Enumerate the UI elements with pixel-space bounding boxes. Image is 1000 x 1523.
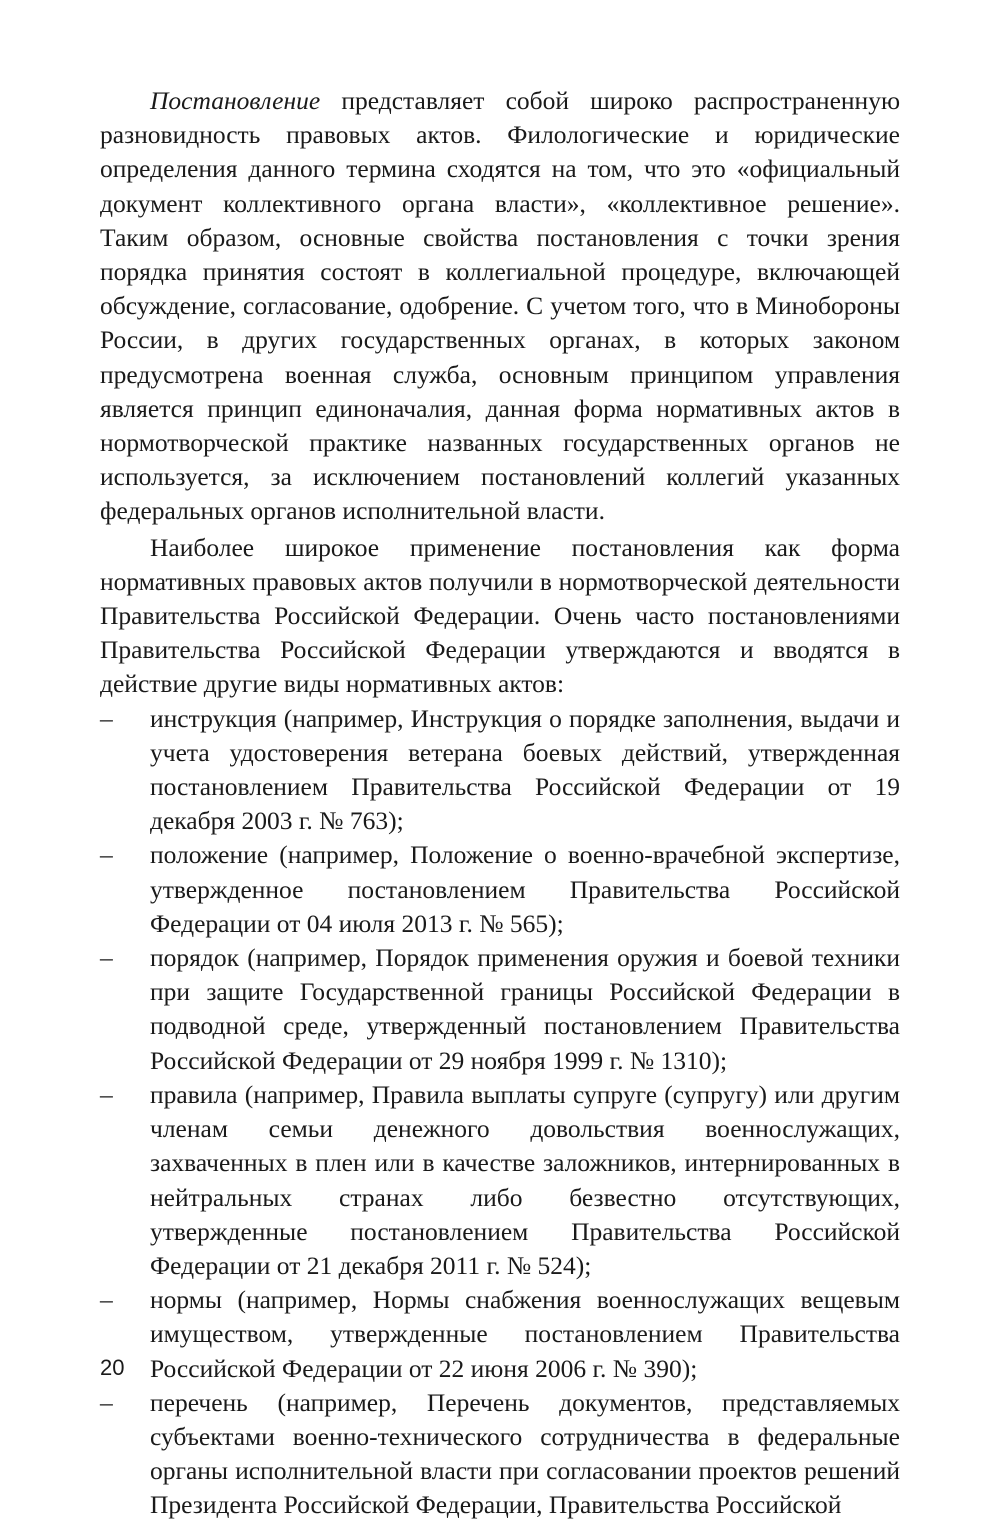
dash-marker: –: [100, 1285, 113, 1315]
list-item: [100, 838, 900, 941]
page-number: 20: [100, 1355, 125, 1380]
list-item-text: инструкция (например, Инструкция о порядке заполнения, выдачи и учета удостоверения ветерана боевых действий, утвержденная постановлением Правительства Российской Федерации от 19 декабря 2003 г. № 763);: [150, 703, 900, 836]
body-text: [100, 84, 900, 1523]
paragraph-application: Наиболее широкое применение постановления как форма нормативных правовых актов получили в нормотворческой деятельности Правительства Российской Федерации. Очень часто постановлениями Правительства Российской Федерации утверждаются и вводятся в действие другие виды нормативных актов:: [100, 532, 900, 699]
list-item-text: нормы (например, Нормы снабжения военнослужащих вещевым имуществом, утвержденные постановлением Правительства Российской Федерации от 22 июня 2006 г. № 390);: [150, 1285, 900, 1383]
list-item-text: перечень (например, Перечень документов, представляемых субъектами военно-технического сотрудничества в федеральные органы исполнительной власти при согласовании проектов решений Президента Российской Федерации, Правительства Российской: [150, 1387, 900, 1520]
term-postanovlenie: Постановление: [150, 86, 321, 115]
list-item: [100, 702, 900, 839]
dash-marker: –: [100, 703, 113, 733]
dash-marker: –: [100, 943, 113, 973]
dash-marker: –: [100, 1079, 113, 1109]
list-item-text: положение (например, Положение о военно-врачебной экспертизе, утвержденное постановлением Правительства Российской Федерации от 04 июля 2013 г. № 565);: [150, 840, 900, 938]
dash-marker: –: [100, 840, 113, 870]
list-item: [100, 1283, 900, 1386]
list-item: [100, 1386, 900, 1523]
list-item: [100, 1078, 900, 1283]
list-item-text: правила (например, Правила выплаты супруге (супругу) или другим членам семьи денежного довольствия военнослужащих, захваченных в плен или в качестве заложников, интернированных в нейтральных странах либо безвестно отсутствующих, утвержденные постановлением Правительства Российской Федерации от 21 декабря 2011 г. № 524);: [150, 1079, 900, 1280]
paragraph-intro: [100, 84, 900, 529]
act-types-list: [100, 702, 900, 1523]
list-item: [100, 941, 900, 1078]
paragraph-intro-text: представляет собой широко распространенную разновидность правовых актов. Филологические и юридические определения данного термина сходятся на том, что это «официальный документ коллективного органа власти», «коллективное решение». Таким образом, основные свойства постановления с точки зрения порядка принятия состоят в коллегиальной процедуре, включающей обсуждение, согласование, одобрение. С учетом того, что в Минобороны России, в других государственных органах, в которых законом предусмотрена военная служба, основным принципом управления является принцип единоначалия, данная форма нормативных актов в нормотворческой практике названных государственных органов не используется, за исключением постановлений коллегий указанных федеральных органов исполнительной власти.: [100, 86, 900, 526]
list-item-text: порядок (например, Порядок применения оружия и боевой техники при защите Государственной границы Российской Федерации в подводной среде, утвержденный постановлением Правительства Российской Федерации от 29 ноября 1999 г. № 1310);: [150, 943, 900, 1075]
dash-marker: –: [100, 1387, 113, 1417]
